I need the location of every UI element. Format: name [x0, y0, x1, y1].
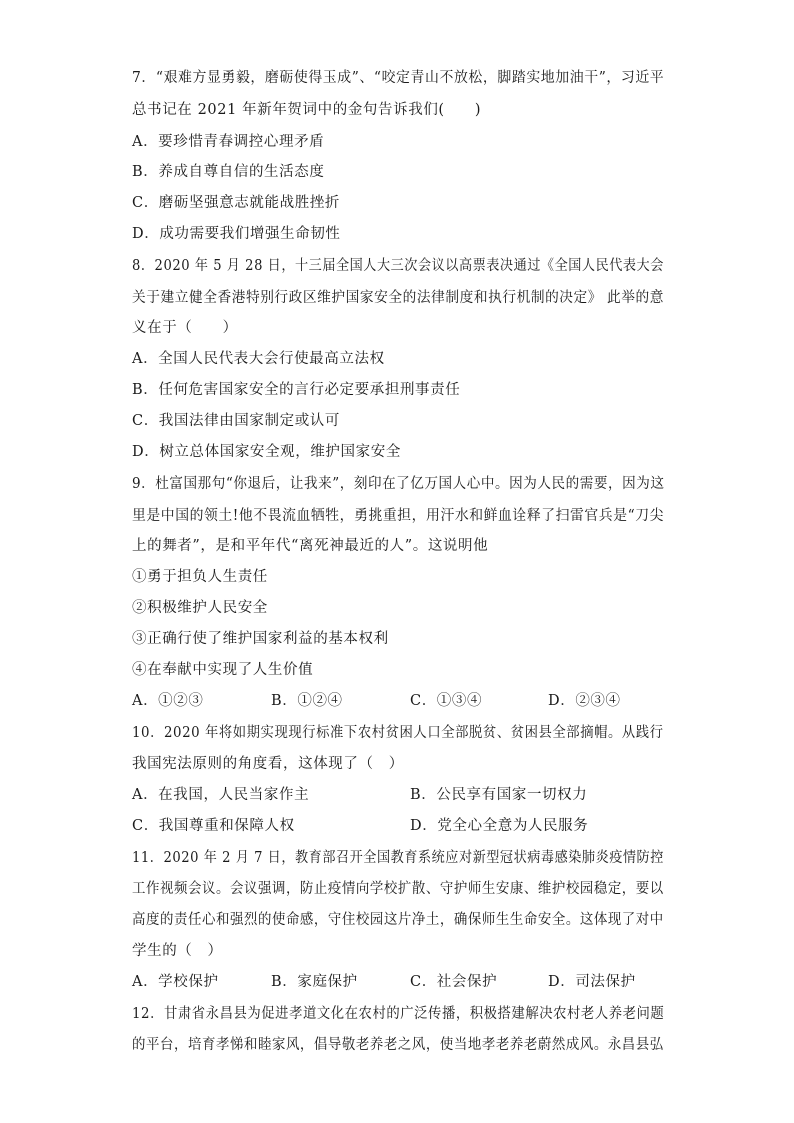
q11-stem-line-1: 11．2020 年 2 月 7 日，教育部召开全国教育系统应对新型冠状病毒感染肺炎疫情防控 [132, 850, 664, 866]
q8-stem-line-1: 8．2020 年 5 月 28 日，十三届全国人大三次会议以高票表决通过《全国人民代表大会 [132, 258, 664, 274]
q9-option-b: B．①②④ [271, 693, 343, 709]
q9-stem-line-2: 里是中国的领土!他不畏流血牺牲，勇挑重担，用汗水和鲜血诠释了扫雷官兵是“刀尖 [132, 508, 665, 524]
q7-option-c: C．磨砺坚强意志就能战胜挫折 [132, 195, 340, 211]
q10-option-b: B．公民享有国家一切权力 [410, 787, 588, 803]
q9-option-d: D．②③④ [548, 693, 621, 709]
q10-stem-line-2: 我国宪法原则的角度看，这体现了（ ） [132, 756, 404, 772]
q8-option-d: D．树立总体国家安全观，维护国家安全 [132, 444, 401, 460]
q9-stem-line-1: 9．杜富国那句“你退后，让我来”，刻印在了亿万国人心中。因为人民的需要，因为这 [132, 476, 665, 492]
q11-stem-line-3: 高度的责任心和强烈的使命感，守住校园这片净土，确保师生生命安全。这体现了对中 [132, 912, 664, 928]
q9-option-a: A．①②③ [132, 693, 204, 709]
q9-statement-4: ④在奉献中实现了人生价值 [132, 662, 314, 678]
q11-option-c: C．社会保护 [410, 974, 498, 990]
q7-option-b: B．养成自尊自信的生活态度 [132, 164, 325, 180]
q11-option-d: D．司法保护 [548, 974, 636, 990]
q7-option-a: A．要珍惜青春调控心理矛盾 [132, 134, 325, 150]
q9-statement-2: ②积极维护人民安全 [132, 600, 268, 616]
q8-option-c: C．我国法律由国家制定或认可 [132, 413, 340, 429]
q11-stem-line-4: 学生的（ ） [132, 943, 223, 959]
q11-option-b: B．家庭保护 [271, 974, 358, 990]
q11-option-a: A．学校保护 [132, 974, 219, 990]
q8-option-b: B．任何危害国家安全的言行必定要承担刑事责任 [132, 382, 461, 398]
q7-stem-line-2: 总书记在 2021 年新年贺词中的金句告诉我们( ) [132, 102, 482, 118]
q7-option-d: D．成功需要我们增强生命韧性 [132, 226, 341, 242]
q10-option-c: C．我国尊重和保障人权 [132, 818, 295, 834]
q11-stem-line-2: 工作视频会议。会议强调，防止疫情向学校扩散、守护师生安康、维护校园稳定，要以 [132, 881, 664, 897]
q9-stem-line-3: 上的舞者”，是和平年代“离死神最近的人”。这说明他 [132, 538, 489, 554]
q7-stem-line-1: 7．“艰难方显勇毅，磨砺使得玉成”、“咬定青山不放松，脚踏实地加油干”，习近平 [132, 70, 665, 86]
q9-statement-3: ③正确行使了维护国家利益的基本权利 [132, 631, 389, 647]
q8-option-a: A．全国人民代表大会行使最高立法权 [132, 351, 385, 367]
q10-option-d: D．党全心全意为人民服务 [410, 818, 589, 834]
q12-stem-line-2: 的平台，培育孝悌和睦家风，倡导敬老养老之风，使当地孝老养老蔚然成风。永昌县弘 [132, 1037, 664, 1053]
q8-stem-line-2: 关于建立健全香港特别行政区维护国家安全的法律制度和执行机制的决定》 此举的意 [132, 290, 664, 306]
q8-stem-line-3: 义在于（ ） [132, 320, 238, 336]
q9-statement-1: ①勇于担负人生责任 [132, 569, 268, 585]
q10-stem-line-1: 10．2020 年将如期实现现行标准下农村贫困人口全部脱贫、贫困县全部摘帽。从践行 [132, 725, 664, 741]
q12-stem-line-1: 12．甘肃省永昌县为促进孝道文化在农村的广泛传播，积极搭建解决农村老人养老问题 [132, 1006, 665, 1022]
q9-option-c: C．①③④ [410, 693, 483, 709]
q10-option-a: A．在我国，人民当家作主 [132, 787, 310, 803]
